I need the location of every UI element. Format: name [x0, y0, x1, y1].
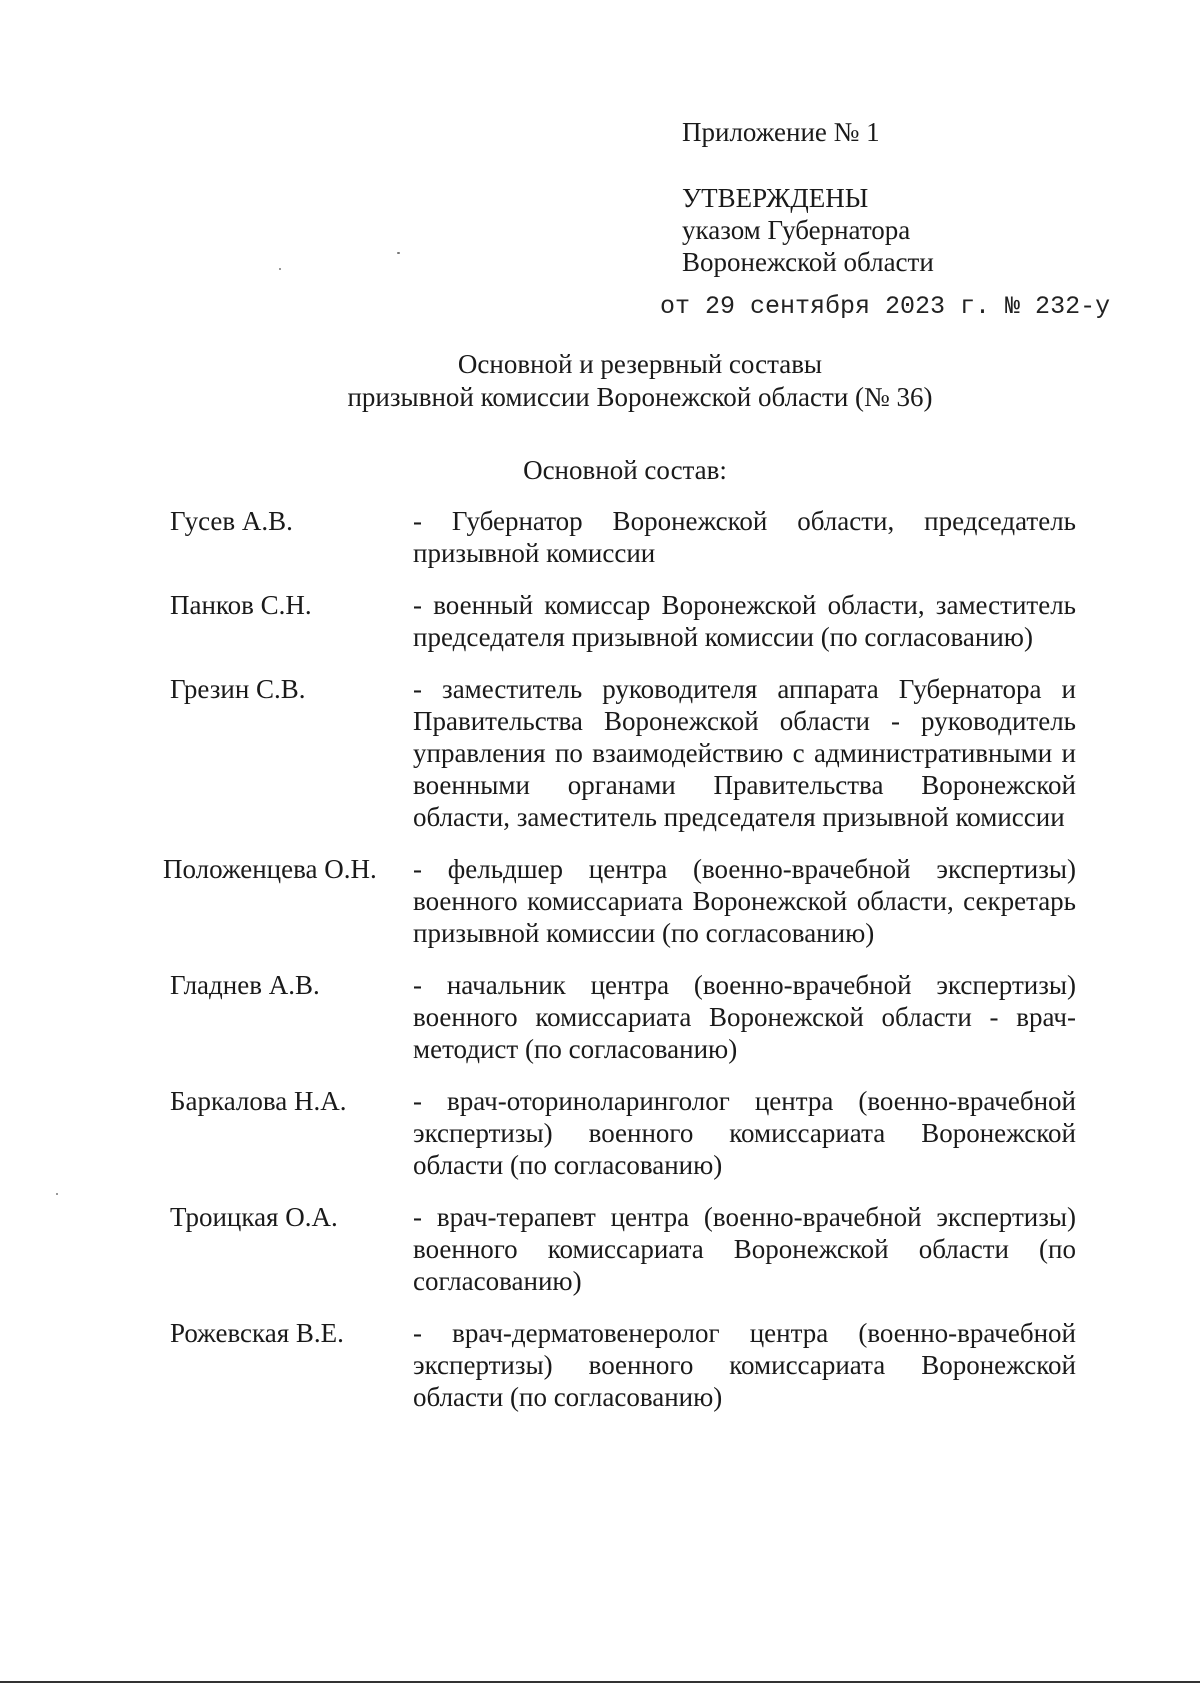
title-line-2: призывной комиссии Воронежской области (№ 36) [347, 382, 933, 412]
member-role: - Губернатор Воронежской области, председатель призывной комиссии [413, 506, 1076, 568]
member-role: - фельдшер центра (военно-врачебной экспертизы) военного комиссариата Воронежской области, секретарь призывной комиссии (по согласованию) [413, 854, 1076, 948]
member-name: Положенцева О.Н. [163, 854, 377, 884]
section-heading-main: Основной состав: [523, 455, 727, 485]
member-role: - начальник центра (военно-врачебной экспертизы) военного комиссариата Воронежской области - врач-методист (по согласованию) [413, 970, 1076, 1064]
member-role: - врач-дерматовенеролог центра (военно-врачебной экспертизы) военного комиссариата Воронежской области (по согласованию) [413, 1318, 1076, 1412]
member-role: - врач-терапевт центра (военно-врачебной экспертизы) военного комиссариата Воронежской области (по согласованию) [413, 1202, 1076, 1296]
document-title [300, 348, 980, 414]
member-name: Гусев А.В. [170, 506, 293, 536]
title-line-1: Основной и резервный составы [457, 349, 823, 379]
annex-number: Приложение № 1 [682, 117, 880, 147]
member-row [0, 1201, 1200, 1297]
scan-speck [397, 252, 400, 254]
member-row [0, 589, 1200, 653]
by-decree-label: указом Губернатора [682, 215, 911, 245]
region-label: Воронежской области [682, 247, 934, 277]
members-list [0, 505, 1200, 1433]
member-row [0, 1085, 1200, 1181]
scan-speck [56, 1193, 58, 1195]
member-name: Гладнев А.В. [170, 970, 320, 1000]
member-role: - военный комиссар Воронежской области, заместитель председателя призывной комиссии (по согласованию) [413, 590, 1076, 652]
approval-block [682, 182, 934, 278]
scan-speck [279, 268, 281, 270]
member-row [0, 673, 1200, 833]
member-role: - врач-оториноларинголог центра (военно-врачебной экспертизы) военного комиссариата Воронежской области (по согласованию) [413, 1086, 1076, 1180]
member-name: Грезин С.В. [170, 674, 306, 704]
member-row [0, 853, 1200, 949]
member-row [0, 969, 1200, 1065]
member-name: Панков С.Н. [170, 590, 312, 620]
member-name: Рожевская В.Е. [170, 1318, 344, 1348]
bottom-edge-line [0, 1681, 1200, 1683]
approved-label: УТВЕРЖДЕНЫ [682, 183, 869, 213]
member-name: Троицкая О.А. [170, 1202, 338, 1232]
decree-reference: от 29 сентября 2023 г. № 232-у [660, 292, 1111, 321]
member-name: Баркалова Н.А. [170, 1086, 347, 1116]
member-role: - заместитель руководителя аппарата Губернатора и Правительства Воронежской области - руководитель управления по взаимодействию с административными и военными органами Правительства Воронежской области, заместитель председателя призывной комиссии [413, 674, 1076, 832]
member-row [0, 505, 1200, 569]
member-row [0, 1317, 1200, 1413]
